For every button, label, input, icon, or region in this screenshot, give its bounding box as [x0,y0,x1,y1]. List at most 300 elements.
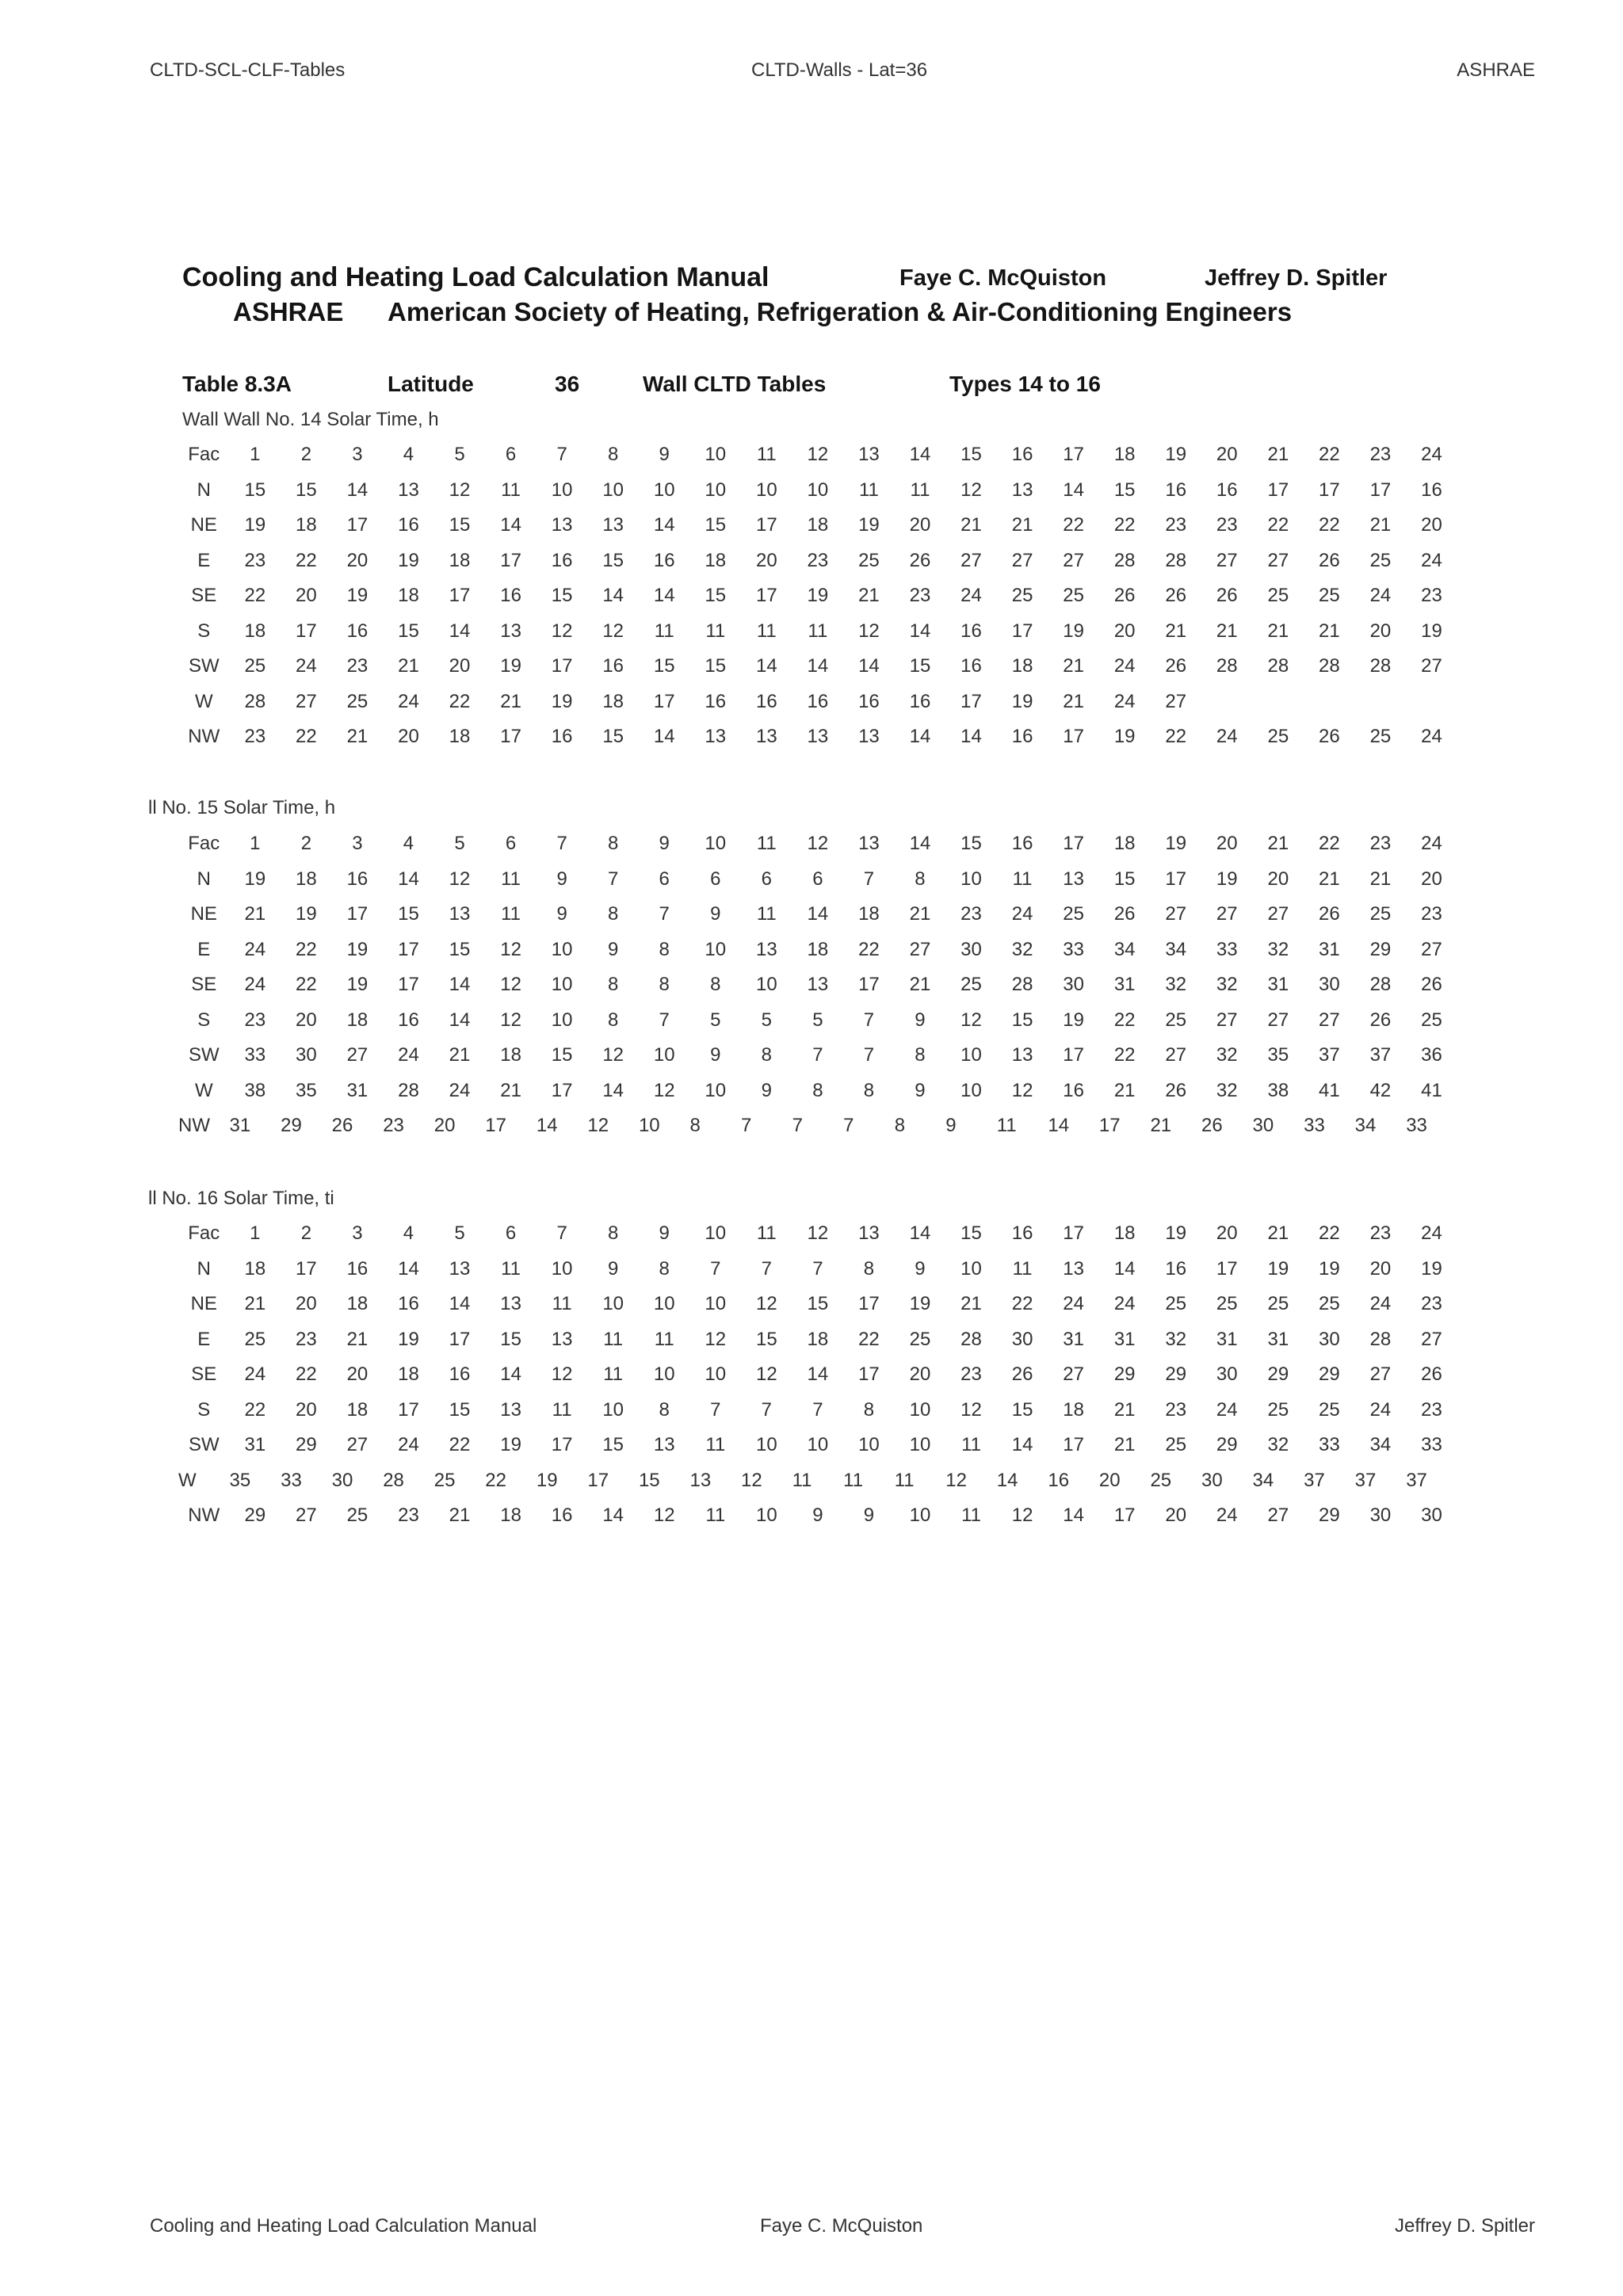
cltd-value-cell: 23 [1421,903,1442,925]
cltd-value-cell: 28 [244,690,266,712]
cltd-value-cell: 12 [960,479,982,501]
cltd-value-cell: 6 [812,868,823,890]
cltd-value-cell: 24 [449,1079,471,1101]
cltd-value-cell: 16 [500,585,521,606]
cltd-value-cell: 14 [996,1469,1018,1491]
cltd-value-cell: 20 [755,549,777,571]
cltd-value-cell: 36 [1421,1044,1442,1066]
cltd-value-cell: 16 [705,690,727,712]
cltd-value-cell: 21 [449,1044,471,1066]
cltd-value-cell: 8 [607,974,619,995]
cltd-value-cell: 19 [1267,1257,1289,1280]
cltd-value-cell: 16 [1216,479,1238,501]
cltd-value-cell: 8 [710,974,721,995]
latitude-label: Latitude [388,372,474,396]
cltd-value-cell: 25 [1063,585,1084,606]
cltd-value-cell: 29 [1319,1363,1340,1385]
cltd-value-cell: 41 [1421,1079,1442,1101]
hour-header-row [178,826,1457,862]
cltd-value-cell: 6 [659,868,670,890]
hour-header-cell: 9 [659,444,670,465]
cltd-value-cell: 33 [1304,1115,1325,1136]
cltd-value-cell: 17 [1319,479,1340,501]
cltd-value-cell: 7 [863,868,875,890]
cltd-value-cell: 16 [960,655,982,677]
cltd-value-cell: 7 [741,1115,752,1136]
table-row [178,1322,1457,1358]
cltd-value-cell: 17 [960,690,982,712]
cltd-value-cell: 24 [244,974,266,995]
cltd-value-cell: 17 [346,514,369,536]
cltd-value-cell: 12 [602,620,624,642]
hour-header-cell: 1 [250,1222,261,1244]
cltd-value-cell: 14 [653,585,675,606]
cltd-value-cell: 24 [398,1044,419,1066]
cltd-value-cell: 19 [858,514,880,536]
cltd-value-cell: 7 [792,1115,803,1136]
cltd-value-cell: 24 [1011,903,1033,925]
cltd-value-cell: 21 [960,1293,982,1314]
cltd-value-cell: 7 [812,1044,823,1066]
cltd-value-cell: 8 [863,1079,875,1101]
hour-header-cell: 14 [909,444,931,465]
cltd-value-cell: 31 [229,1115,251,1136]
cltd-value-cell: 27 [296,1505,317,1526]
cltd-value-cell: 14 [807,903,829,925]
cltd-value-cell: 31 [1063,1328,1084,1350]
cltd-value-cell: 18 [346,1293,369,1314]
cltd-value-cell: 27 [909,938,931,960]
cltd-value-cell: 12 [960,1398,982,1421]
cltd-value-cell: 27 [1165,903,1187,925]
cltd-value-cell: 19 [807,585,829,606]
cltd-value-cell: 14 [1063,479,1084,501]
cltd-value-cell: 30 [1201,1469,1223,1491]
hour-header-cell: 2 [300,1222,312,1244]
cltd-value-cell: 19 [398,549,419,571]
hour-header-cell: 5 [454,1222,465,1244]
facing-label: E [197,549,211,571]
cltd-value-cell: 21 [858,585,880,606]
cltd-value-cell: 9 [863,1505,875,1526]
cltd-value-cell: 10 [551,1009,573,1031]
cltd-value-cell: 15 [755,1328,777,1350]
cltd-value-cell: 20 [1165,1505,1187,1526]
cltd-value-cell: 16 [909,690,931,712]
cltd-value-cell: 23 [807,549,829,571]
cltd-value-cell: 28 [960,1328,982,1350]
cltd-value-cell: 26 [1319,549,1340,571]
cltd-value-cell: 15 [296,479,317,501]
table-row [178,614,1457,650]
hour-header-cell: 20 [1216,1222,1238,1244]
cltd-value-cell: 21 [346,726,369,747]
cltd-value-cell: 28 [1319,655,1340,677]
cltd-value-cell: 26 [1011,1363,1033,1385]
cltd-value-cell: 11 [1012,1257,1033,1280]
cltd-value-cell: 12 [587,1115,609,1136]
hour-header-cell: 19 [1165,444,1187,465]
cltd-value-cell: 26 [1421,1363,1442,1385]
cltd-value-cell: 22 [296,974,317,995]
cltd-value-cell: 8 [659,974,670,995]
cltd-value-cell: 21 [1063,655,1084,677]
table-row [178,897,1457,933]
cltd-value-cell: 18 [346,1398,369,1421]
cltd-value-cell: 18 [1063,1398,1084,1421]
cltd-value-cell: 15 [602,726,624,747]
cltd-value-cell: 13 [807,726,829,747]
cltd-value-cell: 19 [500,655,521,677]
cltd-value-cell: 21 [1165,620,1187,642]
cltd-value-cell: 29 [244,1505,266,1526]
cltd-value-cell: 9 [710,1044,721,1066]
cltd-value-cell: 20 [1421,514,1442,536]
hour-header-cell: 18 [1113,833,1136,854]
cltd-value-cell: 11 [705,1505,726,1526]
hour-header-cell: 7 [556,444,567,465]
cltd-value-cell: 16 [346,1257,369,1280]
hour-header-cell: 1 [250,444,261,465]
cltd-value-cell: 27 [1421,938,1442,960]
cltd-value-cell: 27 [1165,690,1187,712]
cltd-value-cell: 17 [296,620,317,642]
cltd-value-cell: 10 [705,938,727,960]
cltd-value-cell: 30 [1369,1505,1392,1526]
cltd-value-cell: 24 [296,655,317,677]
facing-label: NW [178,1115,210,1136]
cltd-value-cell: 31 [1319,938,1340,960]
table-row [178,1038,1457,1074]
table-caption: ll No. 16 Solar Time, ti [148,1188,334,1209]
cltd-value-cell: 16 [346,620,369,642]
cltd-value-cell: 14 [602,1079,624,1101]
table-row [178,967,1457,1003]
hour-header-cell: 5 [454,444,465,465]
cltd-value-cell: 18 [449,726,471,747]
cltd-value-cell: 25 [433,1469,456,1491]
table-row [178,719,1457,755]
cltd-value-cell: 14 [449,620,471,642]
cltd-value-cell: 7 [710,1257,721,1280]
cltd-value-cell: 11 [756,620,777,642]
cltd-value-cell: 16 [858,690,880,712]
cltd-value-cell: 32 [1011,938,1033,960]
hour-header-cell: 24 [1421,444,1442,465]
cltd-value-cell: 7 [761,1257,772,1280]
cltd-value-cell: 12 [1011,1079,1033,1101]
cltd-value-cell: 28 [1216,655,1238,677]
cltd-value-cell: 32 [1216,1079,1238,1101]
cltd-value-cell: 24 [1216,1398,1238,1421]
cltd-value-cell: 14 [858,655,880,677]
cltd-value-cell: 14 [653,514,675,536]
cltd-value-cell: 13 [1063,1257,1084,1280]
hour-header-cell: 3 [352,833,363,854]
hour-header-cell: 10 [705,833,727,854]
hour-header-cell: 17 [1063,833,1084,854]
hour-header-cell: 22 [1319,833,1340,854]
cltd-value-cell: 18 [398,1363,419,1385]
cltd-value-cell: 21 [346,1328,369,1350]
hour-header-cell: 1 [250,833,261,854]
cltd-value-cell: 15 [705,655,727,677]
cltd-value-cell: 22 [296,549,317,571]
cltd-value-cell: 21 [1011,514,1033,536]
cltd-value-cell: 10 [551,479,573,501]
cltd-value-cell: 17 [653,690,675,712]
cltd-value-cell: 22 [1113,514,1136,536]
cltd-value-cell: 12 [449,868,471,890]
cltd-value-cell: 20 [346,549,369,571]
hour-header-cell: 12 [807,833,829,854]
cltd-value-cell: 9 [607,1257,619,1280]
cltd-value-cell: 14 [398,1257,419,1280]
cltd-value-cell: 29 [1216,1434,1238,1455]
hour-header-row [178,1216,1457,1252]
cltd-value-cell: 26 [331,1115,353,1136]
cltd-value-cell: 11 [552,1293,572,1314]
cltd-value-cell: 20 [296,1398,317,1421]
cltd-value-cell: 24 [1369,1293,1392,1314]
cltd-value-cell: 16 [346,868,369,890]
facing-label: SE [191,585,217,606]
cltd-value-cell: 10 [653,1363,675,1385]
cltd-value-cell: 15 [500,1328,521,1350]
cltd-value-cell: 34 [1369,1434,1392,1455]
cltd-value-cell: 17 [1063,1434,1084,1455]
cltd-value-cell: 21 [500,690,521,712]
cltd-value-cell: 7 [863,1009,875,1031]
cltd-value-cell: 18 [807,1328,829,1350]
cltd-value-cell: 9 [915,1257,926,1280]
hour-header-cell: 12 [807,1222,829,1244]
hour-header-cell: 6 [505,1222,517,1244]
cltd-value-cell: 11 [552,1398,572,1421]
cltd-value-cell: 10 [551,938,573,960]
cltd-value-cell: 12 [449,479,471,501]
cltd-value-cell: 12 [1011,1505,1033,1526]
cltd-value-cell: 22 [858,1328,880,1350]
cltd-value-cell: 17 [1011,620,1033,642]
cltd-value-cell: 14 [1011,1434,1033,1455]
cltd-value-cell: 24 [1063,1293,1084,1314]
cltd-value-cell: 14 [449,1009,471,1031]
cltd-value-cell: 25 [1063,903,1084,925]
cltd-value-cell: 27 [346,1434,369,1455]
cltd-value-cell: 25 [1267,1293,1289,1314]
cltd-value-cell: 30 [1252,1115,1274,1136]
cltd-value-cell: 21 [909,974,931,995]
hour-header-cell: 2 [300,444,312,465]
hour-header-cell: 4 [403,833,414,854]
cltd-value-cell: 15 [807,1293,829,1314]
cltd-value-cell: 18 [500,1505,521,1526]
cltd-value-cell: 21 [1113,1398,1136,1421]
cltd-value-cell: 27 [1421,655,1442,677]
latitude-value: 36 [555,372,580,396]
cltd-value-cell: 23 [296,1328,317,1350]
cltd-value-cell: 11 [501,868,521,890]
cltd-value-cell: 15 [449,1398,471,1421]
cltd-value-cell: 10 [653,1044,675,1066]
cltd-value-cell: 29 [296,1434,317,1455]
cltd-value-cell: 9 [556,868,567,890]
cltd-value-cell: 9 [761,1079,772,1101]
cltd-value-cell: 13 [449,1257,471,1280]
cltd-value-cell: 27 [296,690,317,712]
cltd-value-cell: 29 [281,1115,302,1136]
cltd-value-cell: 18 [807,514,829,536]
cltd-value-cell: 25 [1216,1293,1238,1314]
table-row [178,1074,1457,1109]
cltd-value-cell: 30 [960,938,982,960]
cltd-value-cell: 20 [909,514,931,536]
cltd-value-cell: 13 [500,620,521,642]
cltd-grid [178,437,1457,755]
cltd-value-cell: 29 [1319,1505,1340,1526]
cltd-value-cell: 14 [807,1363,829,1385]
cltd-value-cell: 15 [244,479,266,501]
cltd-value-cell: 25 [244,1328,266,1350]
cltd-value-cell: 31 [1216,1328,1238,1350]
cltd-value-cell: 19 [1063,620,1084,642]
cltd-value-cell: 26 [1165,1079,1187,1101]
cltd-value-cell: 16 [551,549,573,571]
facing-label: S [197,1009,211,1031]
cltd-value-cell: 21 [1150,1115,1172,1136]
cltd-value-cell: 13 [500,1293,521,1314]
cltd-value-cell: 8 [607,1009,619,1031]
cltd-value-cell: 22 [449,690,471,712]
cltd-value-cell: 19 [909,1293,931,1314]
cltd-value-cell: 28 [1369,655,1392,677]
cltd-value-cell: 21 [1113,1079,1136,1101]
cltd-value-cell: 22 [1011,1293,1033,1314]
cltd-value-cell: 30 [1063,974,1084,995]
cltd-value-cell: 37 [1304,1469,1325,1491]
cltd-value-cell: 16 [602,655,624,677]
cltd-value-cell: 37 [1406,1469,1427,1491]
cltd-value-cell: 8 [689,1115,701,1136]
cltd-value-cell: 11 [501,479,521,501]
cltd-value-cell: 14 [602,1505,624,1526]
cltd-value-cell: 17 [1098,1115,1121,1136]
cltd-value-cell: 32 [1216,1044,1238,1066]
cltd-value-cell: 33 [1216,938,1238,960]
cltd-value-cell: 18 [296,868,317,890]
cltd-value-cell: 30 [1319,974,1340,995]
org-full-name: American Society of Heating, Refrigeration & Air-Conditioning Engineers [388,297,1293,326]
hour-header-cell: 21 [1267,833,1289,854]
hour-header-cell: 2 [300,833,312,854]
cltd-value-cell: 14 [346,479,369,501]
cltd-value-cell: 14 [500,1363,521,1385]
hour-header-cell: 19 [1165,833,1187,854]
cltd-value-cell: 12 [858,620,880,642]
cltd-value-cell: 42 [1369,1079,1392,1101]
cltd-value-cell: 23 [960,1363,982,1385]
cltd-value-cell: 20 [346,1363,369,1385]
cltd-value-cell: 13 [551,514,573,536]
cltd-value-cell: 10 [807,479,829,501]
cltd-value-cell: 15 [705,514,727,536]
cltd-value-cell: 24 [1216,1505,1238,1526]
table-row [178,1393,1457,1428]
cltd-value-cell: 12 [602,1044,624,1066]
cltd-value-cell: 20 [1421,868,1442,890]
hour-header-cell: 18 [1113,444,1136,465]
hour-header-cell: 22 [1319,1222,1340,1244]
cltd-value-cell: 10 [705,1363,727,1385]
cltd-value-cell: 17 [346,903,369,925]
cltd-value-cell: 26 [1113,903,1136,925]
cltd-value-cell: 10 [705,479,727,501]
cltd-value-cell: 17 [755,585,777,606]
cltd-value-cell: 25 [960,974,982,995]
cltd-value-cell: 10 [551,1257,573,1280]
cltd-value-cell: 8 [915,1044,926,1066]
cltd-value-cell: 20 [296,585,317,606]
cltd-value-cell: 37 [1369,1044,1392,1066]
cltd-value-cell: 12 [960,1009,982,1031]
cltd-value-cell: 13 [551,1328,573,1350]
cltd-value-cell: 25 [1165,1009,1187,1031]
cltd-value-cell: 15 [1113,868,1136,890]
cltd-value-cell: 18 [398,585,419,606]
hour-header-cell: 12 [807,444,829,465]
cltd-value-cell: 9 [915,1079,926,1101]
cltd-value-cell: 15 [551,1044,573,1066]
hour-header-cell: 9 [659,833,670,854]
cltd-value-cell: 15 [449,514,471,536]
cltd-value-cell: 20 [296,1009,317,1031]
hour-header-cell: 23 [1369,1222,1392,1244]
cltd-value-cell: 13 [689,1469,712,1491]
cltd-value-cell: 11 [843,1469,864,1491]
cltd-value-cell: 18 [296,514,317,536]
cltd-value-cell: 9 [556,903,567,925]
cltd-value-cell: 13 [858,726,880,747]
cltd-value-cell: 11 [705,1434,726,1455]
cltd-value-cell: 13 [1063,868,1084,890]
cltd-value-cell: 13 [1011,1044,1033,1066]
cltd-value-cell: 27 [1319,1009,1340,1031]
cltd-value-cell: 9 [945,1115,957,1136]
cltd-value-cell: 26 [1201,1115,1223,1136]
cltd-value-cell: 23 [1421,585,1442,606]
cltd-value-cell: 18 [449,549,471,571]
hour-header-cell: 20 [1216,833,1238,854]
cltd-value-cell: 25 [244,655,266,677]
cltd-value-cell: 9 [915,1009,926,1031]
table-row [178,1108,1457,1144]
cltd-value-cell: 23 [909,585,931,606]
cltd-value-cell: 21 [1369,514,1392,536]
cltd-value-cell: 22 [1267,514,1289,536]
cltd-value-cell: 20 [296,1293,317,1314]
cltd-value-cell: 31 [346,1079,369,1101]
cltd-value-cell: 17 [449,1328,471,1350]
cltd-value-cell: 11 [910,479,930,501]
hour-header-cell: 17 [1063,1222,1084,1244]
cltd-grid [178,826,1457,1144]
cltd-value-cell: 22 [485,1469,506,1491]
hour-header-cell: 4 [403,1222,414,1244]
hour-header-cell: 14 [909,833,931,854]
cltd-value-cell: 30 [1011,1328,1033,1350]
cltd-value-cell: 28 [1011,974,1033,995]
